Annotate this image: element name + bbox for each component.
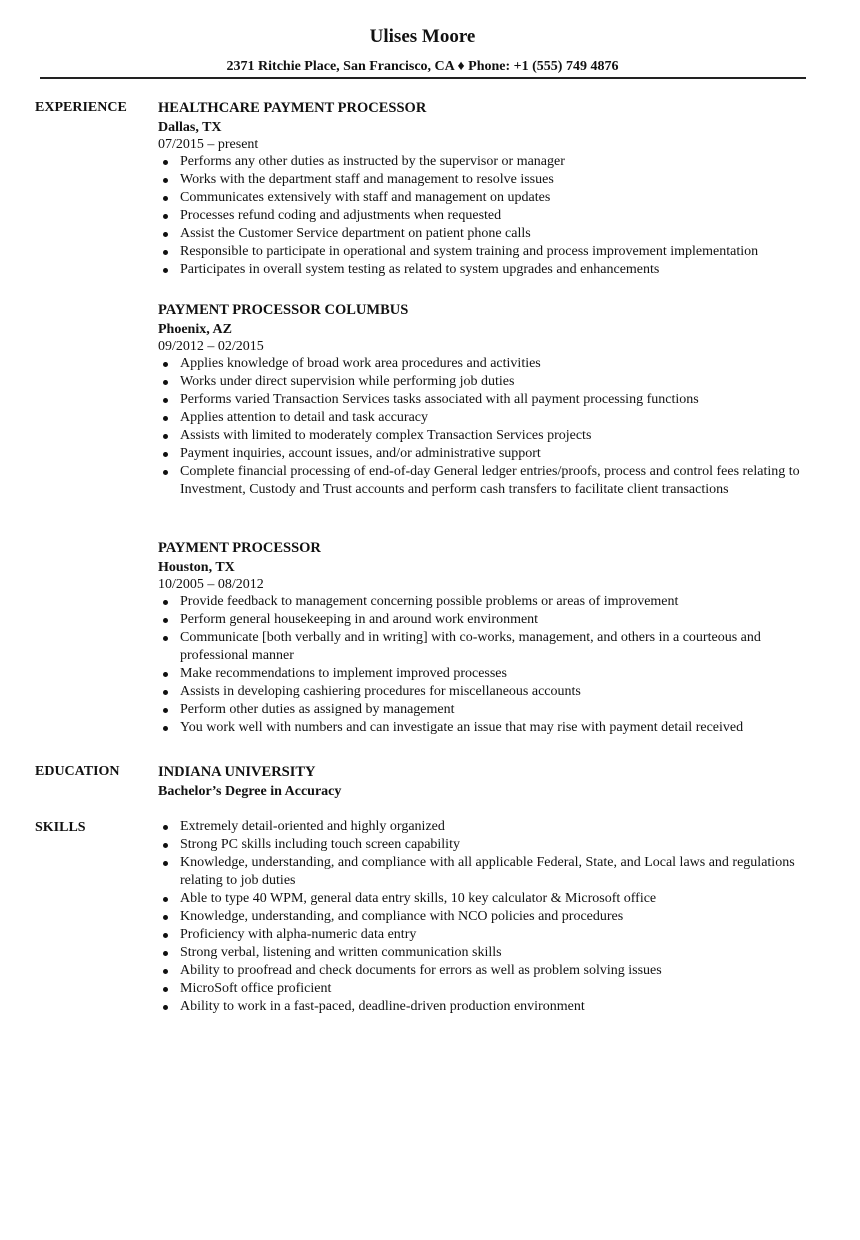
job-dates: 07/2015 – present	[158, 137, 259, 152]
list-item: Perform other duties as assigned by management	[158, 701, 808, 719]
bullet-icon	[163, 672, 168, 677]
list-item: Strong PC skills including touch screen capability	[158, 836, 808, 854]
bullet-icon	[163, 861, 168, 866]
job-location: Dallas, TX	[158, 120, 222, 135]
job-duties-list	[158, 153, 808, 279]
list-item: Works with the department staff and management to resolve issues	[158, 171, 808, 189]
list-item: Communicates extensively with staff and management on updates	[158, 189, 808, 207]
bullet-icon	[163, 933, 168, 938]
bullet-icon	[163, 600, 168, 605]
list-item: Strong verbal, listening and written communication skills	[158, 944, 808, 962]
bullet-icon	[163, 969, 168, 974]
list-item: Applies knowledge of broad work area procedures and activities	[158, 355, 808, 373]
job-title: PAYMENT PROCESSOR COLUMBUS	[158, 302, 409, 318]
list-item: Applies attention to detail and task accuracy	[158, 409, 808, 427]
bullet-icon	[163, 268, 168, 273]
header-divider	[40, 77, 806, 79]
list-item: Ability to proofread and check documents for errors as well as problem solving issues	[158, 962, 808, 980]
bullet-icon	[163, 690, 168, 695]
bullet-icon	[163, 380, 168, 385]
bullet-icon	[163, 250, 168, 255]
candidate-name: Ulises Moore	[369, 26, 476, 47]
bullet-icon	[163, 843, 168, 848]
bullet-icon	[163, 987, 168, 992]
bullet-icon	[163, 196, 168, 201]
list-item: You work well with numbers and can investigate an issue that may rise with payment detail received	[158, 719, 808, 737]
list-item: Assist the Customer Service department on patient phone calls	[158, 225, 808, 243]
job-location: Phoenix, AZ	[158, 322, 232, 337]
job-dates: 09/2012 – 02/2015	[158, 339, 264, 354]
list-item: Processes refund coding and adjustments when requested	[158, 207, 808, 225]
list-item: Proficiency with alpha-numeric data entry	[158, 926, 808, 944]
bullet-icon	[163, 618, 168, 623]
job-duties-list	[158, 593, 808, 737]
bullet-icon	[163, 825, 168, 830]
list-item: Complete financial processing of end-of-day General ledger entries/proofs, process and control fees relating to Investment, Custody and Trust accounts and perform cash transfers to facilitate client transactions	[158, 463, 808, 499]
list-item: Responsible to participate in operational and system training and process improvement implementation	[158, 243, 808, 261]
list-item: Make recommendations to implement improved processes	[158, 665, 808, 683]
list-item: MicroSoft office proficient	[158, 980, 808, 998]
bullet-icon	[163, 452, 168, 457]
bullet-icon	[163, 398, 168, 403]
list-item: Performs varied Transaction Services tasks associated with all payment processing functions	[158, 391, 808, 409]
job-title: HEALTHCARE PAYMENT PROCESSOR	[158, 100, 427, 116]
skills-entry	[158, 818, 808, 1016]
bullet-icon	[163, 1005, 168, 1010]
experience-section-label: EXPERIENCE	[35, 100, 127, 115]
list-item: Assists in developing cashiering procedures for miscellaneous accounts	[158, 683, 808, 701]
bullet-icon	[163, 434, 168, 439]
school-name: INDIANA UNIVERSITY	[158, 764, 316, 780]
bullet-icon	[163, 160, 168, 165]
bullet-icon	[163, 708, 168, 713]
skills-list	[158, 818, 808, 1016]
list-item: Perform general housekeeping in and around work environment	[158, 611, 808, 629]
list-item: Provide feedback to management concerning possible problems or areas of improvement	[158, 593, 808, 611]
list-item: Able to type 40 WPM, general data entry skills, 10 key calculator & Microsoft office	[158, 890, 808, 908]
bullet-icon	[163, 214, 168, 219]
education-entry	[158, 763, 808, 800]
list-item: Knowledge, understanding, and compliance with all applicable Federal, State, and Local laws and regulations relating to job duties	[158, 854, 808, 890]
bullet-icon	[163, 232, 168, 237]
bullet-icon	[163, 915, 168, 920]
bullet-icon	[163, 726, 168, 731]
list-item: Ability to work in a fast-paced, deadline-driven production environment	[158, 998, 808, 1016]
list-item: Payment inquiries, account issues, and/or administrative support	[158, 445, 808, 463]
skills-section-label: SKILLS	[35, 820, 86, 835]
list-item: Participates in overall system testing as related to system upgrades and enhancements	[158, 261, 808, 279]
bullet-icon	[163, 178, 168, 183]
bullet-icon	[163, 897, 168, 902]
list-item: Extremely detail-oriented and highly organized	[158, 818, 808, 836]
job-duties-list	[158, 355, 808, 499]
contact-line: 2371 Ritchie Place, San Francisco, CA ♦ Phone: +1 (555) 749 4876	[226, 59, 619, 74]
bullet-icon	[163, 470, 168, 475]
degree: Bachelor’s Degree in Accuracy	[158, 784, 342, 799]
list-item: Performs any other duties as instructed by the supervisor or manager	[158, 153, 808, 171]
bullet-icon	[163, 951, 168, 956]
job-location: Houston, TX	[158, 560, 235, 575]
job-entry	[158, 301, 808, 499]
job-title: PAYMENT PROCESSOR	[158, 540, 321, 556]
bullet-icon	[163, 416, 168, 421]
job-entry	[158, 99, 808, 279]
list-item: Knowledge, understanding, and compliance with NCO policies and procedures	[158, 908, 808, 926]
job-dates: 10/2005 – 08/2012	[158, 577, 264, 592]
bullet-icon	[163, 362, 168, 367]
bullet-icon	[163, 636, 168, 641]
education-section-label: EDUCATION	[35, 764, 120, 779]
job-entry	[158, 539, 808, 737]
list-item: Communicate [both verbally and in writing] with co-works, management, and others in a courteous and professional manner	[158, 629, 808, 665]
list-item: Works under direct supervision while performing job duties	[158, 373, 808, 391]
list-item: Assists with limited to moderately complex Transaction Services projects	[158, 427, 808, 445]
